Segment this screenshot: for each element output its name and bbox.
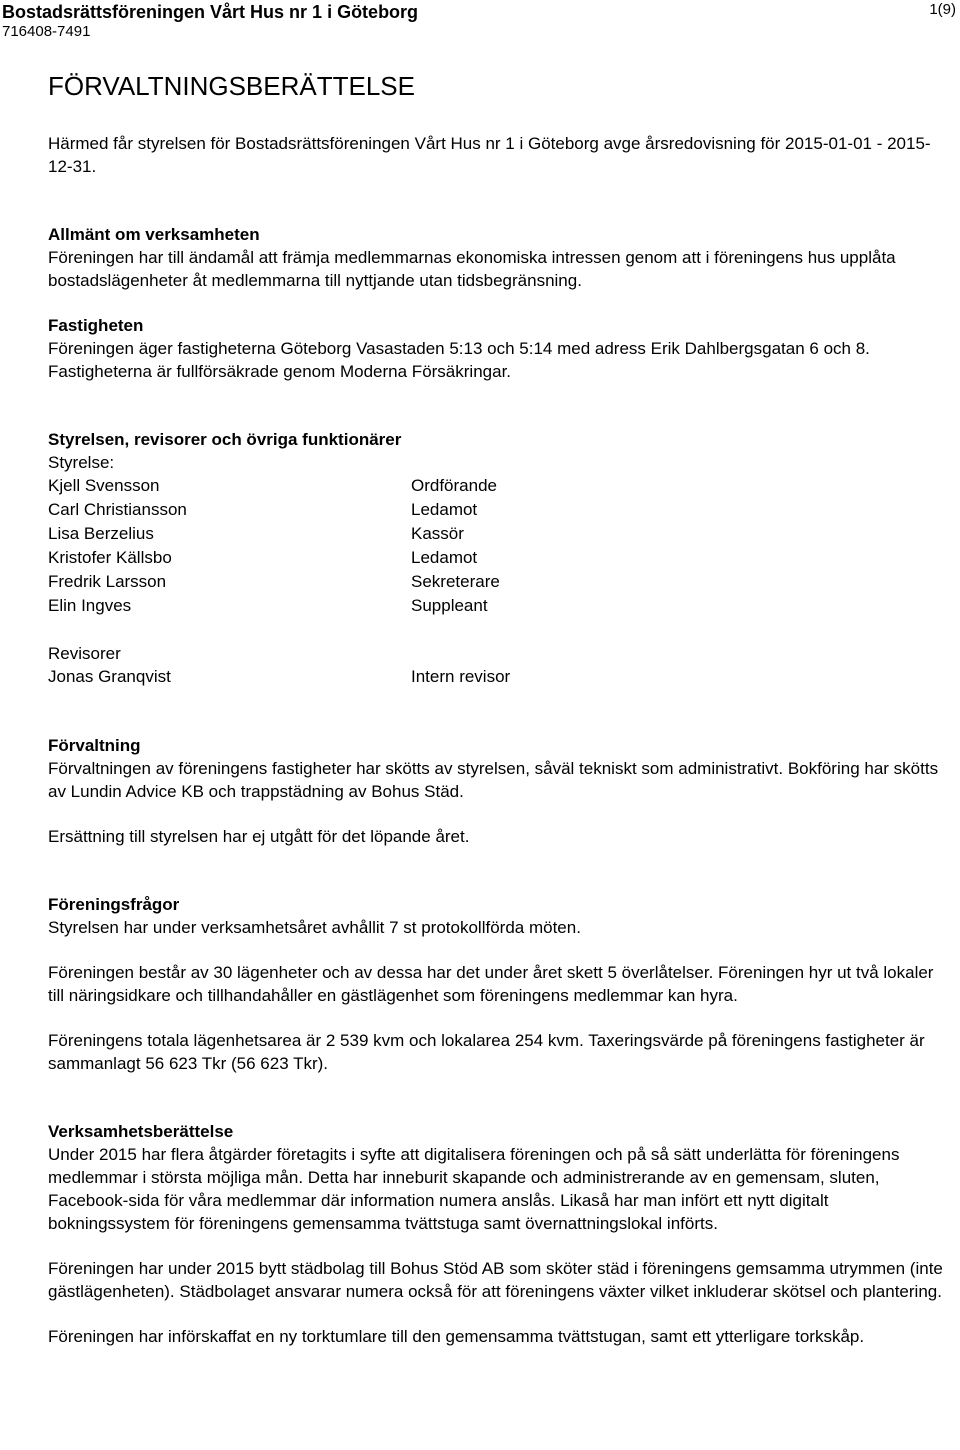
- section-styrelsen: [48, 428, 948, 689]
- board-roster: [48, 474, 948, 618]
- member-name: Kjell Svensson: [48, 476, 160, 495]
- header-org-number: 716408-7491: [2, 23, 91, 40]
- section-allmant: [48, 223, 948, 292]
- member-name: Carl Christiansson: [48, 500, 187, 519]
- section-text: Styrelsen har under verksamhetsåret avhållit 7 st protokollförda möten.: [48, 918, 581, 937]
- member-role: Ordförande: [411, 476, 497, 495]
- auditors-label: Revisorer: [48, 644, 121, 663]
- section-text: Föreningen har till ändamål att främja medlemmarnas ekonomiska intressen genom att i föreningens hus upplåta bostadslägenheter åt medlemmarna till nyttjande utan tidsbegränsning.: [48, 248, 896, 290]
- section-foreningsfragor: [48, 893, 948, 1075]
- section-text: Föreningen har under 2015 bytt städbolag till Bohus Stöd AB som sköter städ i föreningens gemsamma utrymmen (inte gästlägenheten). Städbolaget ansvarar numera också för att föreningens växter vilket inkluderar skötsel och plantering.: [48, 1259, 943, 1301]
- board-member-row: [48, 522, 948, 546]
- board-member-row: [48, 474, 948, 498]
- section-text: Föreningen äger fastigheterna Göteborg Vasastaden 5:13 och 5:14 med adress Erik Dahlbergsgatan 6 och 8. Fastigheterna är fullförsäkrade genom Moderna Försäkringar.: [48, 339, 870, 381]
- member-name: Kristofer Källsbo: [48, 548, 172, 567]
- member-name: Lisa Berzelius: [48, 524, 154, 543]
- section-text: Ersättning till styrelsen har ej utgått för det löpande året.: [48, 827, 470, 846]
- section-text: Föreningen består av 30 lägenheter och av dessa har det under året skett 5 överlåtelser. Föreningen hyr ut två lokaler till näringsidkare och tillhandahåller en gästlägenhet som föreningens medlemmar kan hyra.: [48, 963, 934, 1005]
- section-text: Föreningen har införskaffat en ny torktumlare till den gemensamma tvättstugan, samt ett ytterligare torkskåp.: [48, 1327, 865, 1346]
- section-heading: Förvaltning: [48, 736, 141, 755]
- member-name: Elin Ingves: [48, 596, 132, 615]
- member-name: Fredrik Larsson: [48, 572, 167, 591]
- auditors-roster: [48, 665, 948, 689]
- header-page-number: 1(9): [929, 1, 956, 18]
- section-text: Förvaltningen av föreningens fastigheter har skötts av styrelsen, såväl tekniskt som administrativt. Bokföring har skötts av Lundin Advice KB och trappstädning av Bohus Städ.: [48, 759, 939, 801]
- intro-text: Härmed får styrelsen för Bostadsrättsföreningen Vårt Hus nr 1 i Göteborg avge årsredovisning för 2015-01-01 - 2015-12-31.: [48, 134, 931, 176]
- section-forvaltning: [48, 734, 948, 848]
- member-role: Ledamot: [411, 548, 478, 567]
- section-text: Föreningens totala lägenhetsarea är 2 539 kvm och lokalarea 254 kvm. Taxeringsvärde på föreningens fastigheter är sammanlagt 56 623 Tkr (56 623 Tkr).: [48, 1031, 925, 1073]
- auditor-role: Intern revisor: [411, 667, 511, 686]
- member-role: Ledamot: [411, 500, 478, 519]
- board-member-row: [48, 570, 948, 594]
- board-member-row: [48, 594, 948, 618]
- board-member-row: [48, 498, 948, 522]
- section-verksamhet: [48, 1120, 948, 1348]
- member-role: Kassör: [411, 524, 464, 543]
- member-role: Sekreterare: [411, 572, 500, 591]
- board-member-row: [48, 546, 948, 570]
- section-heading: Föreningsfrågor: [48, 895, 180, 914]
- header-org-name: Bostadsrättsföreningen Vårt Hus nr 1 i Göteborg: [2, 2, 419, 22]
- section-fastigheten: [48, 314, 948, 383]
- section-heading: Styrelsen, revisorer och övriga funktionärer: [48, 430, 402, 449]
- document-title: FÖRVALTNINGSBERÄTTELSE: [48, 71, 415, 101]
- auditor-name: Jonas Granqvist: [48, 667, 171, 686]
- member-role: Suppleant: [411, 596, 488, 615]
- section-heading: Fastigheten: [48, 316, 144, 335]
- section-heading: Verksamhetsberättelse: [48, 1122, 234, 1141]
- document-body: [48, 132, 948, 1348]
- section-heading: Allmänt om verksamheten: [48, 225, 260, 244]
- section-text: Under 2015 har flera åtgärder företagits i syfte att digitalisera föreningen och på så sätt underlätta för föreningens medlemmar i största möjliga mån. Detta har inneburit skapande och administrerande av en gemensam, sluten, Facebook-sida för våra medlemmar där information numera anslås. Likaså har man infört ett nytt digitalt bokningssystem för föreningens gemensamma tvättstuga samt övernattningslokal införts.: [48, 1145, 900, 1233]
- auditor-row: [48, 665, 948, 689]
- board-label: Styrelse:: [48, 453, 115, 472]
